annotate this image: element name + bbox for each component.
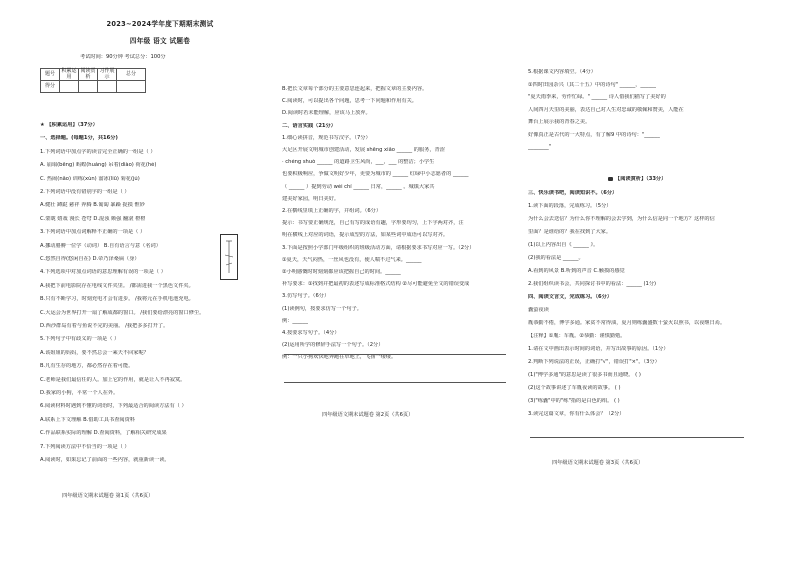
question-line: 3.下列词语中加点词解释不正确的一项是（ ） (40, 229, 146, 236)
question-line: A.健壮 蹲跶 慈祥 奔腾 B.匍匐 暴躁 捉摸 惟妙 (40, 202, 145, 209)
question-line: 3.下面是按照小学部门年级组织的班级活动方面，请根据要求书写对应一写。（2分） (282, 244, 475, 251)
question-line: ①四时田园杂兴（其二十五）中的诗句" ______，______ (528, 81, 656, 88)
question-line: D.我家的小狗，平常一个人在外。 (40, 390, 119, 396)
question-line: 例：______ (282, 317, 308, 324)
page-footer: 四年级语文期末试题卷 第2页（共6页） (322, 412, 414, 418)
question-line: 提示：书写要正确规范，自己有写的成语有趣，字形要均匀，上下字两对齐，注 (282, 220, 464, 227)
question-line: "夏天雨季来，劳作忙碌。" ______ 诗人借我们描写了美好的 (528, 94, 666, 100)
reading-section-title: 【阅读赏析】（33分） (615, 176, 667, 182)
score-input[interactable] (60, 81, 79, 93)
question-line: （ ______ ）提到劳动 wéi chí ______ 日常，______ 。城镇大家共 (282, 183, 435, 190)
question-line: 人间四月天里的美丽，表达自己对人生对忠诚的敬佩和赞美，人能在 (528, 106, 684, 113)
question-line: A.我把下前电影院存在电线文件夹里。 /都需进我一个黑色文件夹。 (40, 282, 194, 289)
question-line: A.挪动胳膊一位学（动词） B.自有语言与意（名词） (40, 242, 161, 249)
answer-line (284, 382, 506, 383)
question-line: (2)运用所学的修辞手法写一个句子。（2分） (282, 342, 384, 349)
question-line: (1)读例句，按要求仿写一个句子。 (282, 305, 362, 312)
question-line: (3)"练囊"中的"练"指的是白色的绢。 ( ) (528, 398, 620, 404)
question-line: C.作品联系实际的理解 D.查阅资料，了解相关研究成果 (40, 430, 167, 437)
exam-title: 2023~2024学年度下期期末测试 (106, 20, 214, 28)
question-line: A.阅读时，如果忘记了前面的一些内容，就重新读一读。 (40, 457, 170, 463)
question-line: 7.下列阅读方法中不恰当的一项是（ ） (40, 443, 130, 450)
question-line: A.看到的风景 B.听到的声音 C.触摸的感觉 (528, 268, 625, 274)
question-line: ①夏天，天气闷热，一丝风也没有，使人喘不过气来。______ (282, 256, 422, 263)
question-line: 囊萤夜读 (528, 307, 549, 313)
question-line: C.老师是我们最信任的人。加上它的作用，就是让人不再寂寞。 (40, 376, 186, 383)
question-line: D.西沙群岛有着与鱼说不完的美丽。 /我把多多打开了。 (40, 323, 169, 329)
question-line: 1.请在文中画出表示时间的词语，并写出故事的原因。（1分） (528, 346, 669, 352)
camera-icon (608, 177, 613, 181)
page-footer: 四年级语文期末试题卷 第1页（共6页） (62, 493, 154, 499)
question-line: 建美好家园，明日美好。 (282, 195, 340, 202)
score-cell: 阅读赏析 (80, 68, 96, 80)
question-line: 二、语言实践（21分） (282, 122, 336, 129)
question-line: 舞台上展示我的青春之美。 (528, 119, 591, 125)
question-line: ________" (528, 144, 552, 150)
question-line: 4.按要求写句子。（4分） (282, 330, 340, 336)
question-line: (1)以上内容出自《 ______ 》。 (528, 242, 599, 248)
question-line: 里面？是谁给的？我在找到了大家。 (528, 229, 612, 235)
question-line: 大足区开展文明城市创建活动，发展 shēng xiǎo ______ 的服务，青涩 (282, 147, 445, 153)
question-line: 三、快乐读书吧，阅读知识不。（6分） (528, 190, 618, 196)
score-input[interactable] (79, 81, 98, 93)
exam-subtitle: 四年级 语文 试题卷 (129, 37, 191, 45)
reading-section-header (608, 176, 666, 183)
question-line: 好像真正是古代的一大特点，有了解9 中的诗句："______ (528, 131, 660, 138)
question-line: ②小明感慨时时刻刻都应该把握自己的时间。______ (282, 269, 401, 275)
question-line: 也要积极响应，争做文明好少年，更要为城市的 ______ 红绿中小志愿者的 ______ (282, 171, 469, 178)
question-line: A.该姐姐的妈妈，要不然总会一乘天不回家呢？ (40, 349, 149, 356)
calligraphy-icon (221, 235, 237, 279)
score-input[interactable] (98, 81, 117, 93)
score-input[interactable] (117, 81, 146, 93)
question-line: 一、选择题。(每题1分，共16分) (40, 135, 118, 142)
calligraphy-figure (220, 234, 238, 280)
question-line: ★ 【积累运用】（37分） (40, 122, 98, 128)
score-cell: 习作展示 (99, 68, 115, 80)
question-line: 2.下列词语中没有错别字的一组是（ ） (40, 189, 130, 195)
question-line: 例：一只小狗欢快地奔跑在草地上，飞扬一缕缕。 (282, 354, 397, 361)
question-line: C. 热闹(nāo) 训练(xùn) 溜冰(liū) 菊花(jú) (40, 175, 140, 182)
page-footer: 四年级语文期末试题卷 第3页（共6页） (552, 460, 644, 466)
question-line: 2.我们组织读书会，共同探讨书中的看法：______ (1分) (528, 281, 657, 287)
answer-line (284, 354, 506, 355)
question-line: (2)我的看法是 ______。 (528, 255, 584, 261)
question-line: 1.下列词语中加点字的读音完全正确的一组是（ ） (40, 148, 156, 155)
question-line: 3.仿写句子。（6分） (282, 293, 330, 300)
score-cell: 积累运用 (61, 68, 77, 80)
question-line: C.大运会为世界打开一扇了解成都的窗口。 /我们要给漂亮的窗口修尘。 (40, 309, 205, 316)
question-line: 2.判断下列说法的正误，正确打"√"，错误打"×"。（3分） (528, 359, 660, 365)
question-line: 为什么会去送信？为什么你不理解的会去学到，为什么信是同一个地方？这样的信 (528, 216, 715, 222)
question-line: 四、阅读文言文，完成练习。（6分） (528, 294, 613, 300)
question-line: 1.细心读拼音，规范书写汉字。（7分） (282, 134, 371, 141)
question-line: B.凡有生存的地方，都必然存在着可能。 (40, 363, 134, 370)
question-line: A.联系上下文理解 B.借助工具书查阅资料 (40, 416, 135, 423)
score-cell: 得分 (41, 81, 60, 93)
score-table-header-row (41, 69, 146, 81)
question-line: D.阅读时若未能理解，应该马上放弃。 (282, 110, 371, 117)
score-table-score-row (41, 81, 146, 93)
question-line: C.阅读时，可以提出各个问题，思考一下问题和作用有关。 (282, 98, 417, 105)
question-line: 6.阅读材料时遇到不懂的词语时，下列最适合的阅读方法有（ ） (40, 403, 187, 410)
exam-meta: 考试时间：90分钟 考试总分：100分 (80, 54, 166, 60)
score-cell: 题号 (41, 69, 60, 81)
question-line: 2.在横线里填上正确的字，并组词。（6分） (282, 208, 382, 214)
answer-line (530, 437, 744, 438)
question-line: A. 崩塌(bēng) 蚂蝗(huáng) 吊着(diào) 荷花(hé) (40, 162, 157, 169)
question-line: 5.下列句子中有歧义的一项是（ ） (40, 336, 120, 343)
question-line: B.把长文章每个部分的主要意思连起来，把握文章的主要内容。 (282, 86, 428, 92)
score-table (40, 68, 146, 93)
question-line: 3.读完这篇文章，你有什么体会？（2分） (528, 411, 625, 417)
page-column-2 (282, 0, 530, 562)
question-line: 补写要求：①找到并把最初的表述写成标准格式结构 ②尽可能避免全文的错误变成 (282, 281, 470, 288)
score-cell: 总分 (117, 69, 146, 81)
question-line: C.悠然自得(悠闲自在) D.帝乃泽桑扁（身） (40, 256, 140, 262)
question-line: 5.根据课文内容填空。（4分） (528, 69, 596, 75)
question-line: B.只有不断学习，时刻充电才会有进步。 /我将元在手机电池充电。 (40, 296, 194, 303)
question-line: 胤恭勤不倦，博学多通。家贫不常得油，夏月则练囊盛数十萤火以照书，以夜继日焉。 (528, 320, 726, 326)
question-line: (1)"博学多通"的意思是读了很多书而且通晓。 ( ) (528, 372, 641, 378)
question-line: C.蒙眬 嬉戏 漫长 苍穹 D.混浊 颇强 翻滚 橙橙 (40, 215, 146, 222)
question-line: 4.下列选项中对加点词语的意思理解有误的一项是（ ） (40, 269, 166, 276)
page-column-3 (528, 0, 766, 562)
question-line: 明在横线上对应的词语，提示成型的方法，如某些词中成语可以写对齐。 (282, 232, 449, 239)
page-column-1 (40, 0, 270, 562)
question-line: (2)这个故事讲述了车胤夜读的故事。 ( ) (528, 385, 621, 391)
question-line: 【注释】①胤：车胤。②恭勤：谨慎勤勉。 (528, 333, 626, 339)
question-line: · chéng shuò ______ 的道路卫生风尚，___，___ 的整洁；小学生 (282, 159, 435, 166)
question-line: 1.读下面的段落，完成练习。（5分） (528, 203, 612, 209)
